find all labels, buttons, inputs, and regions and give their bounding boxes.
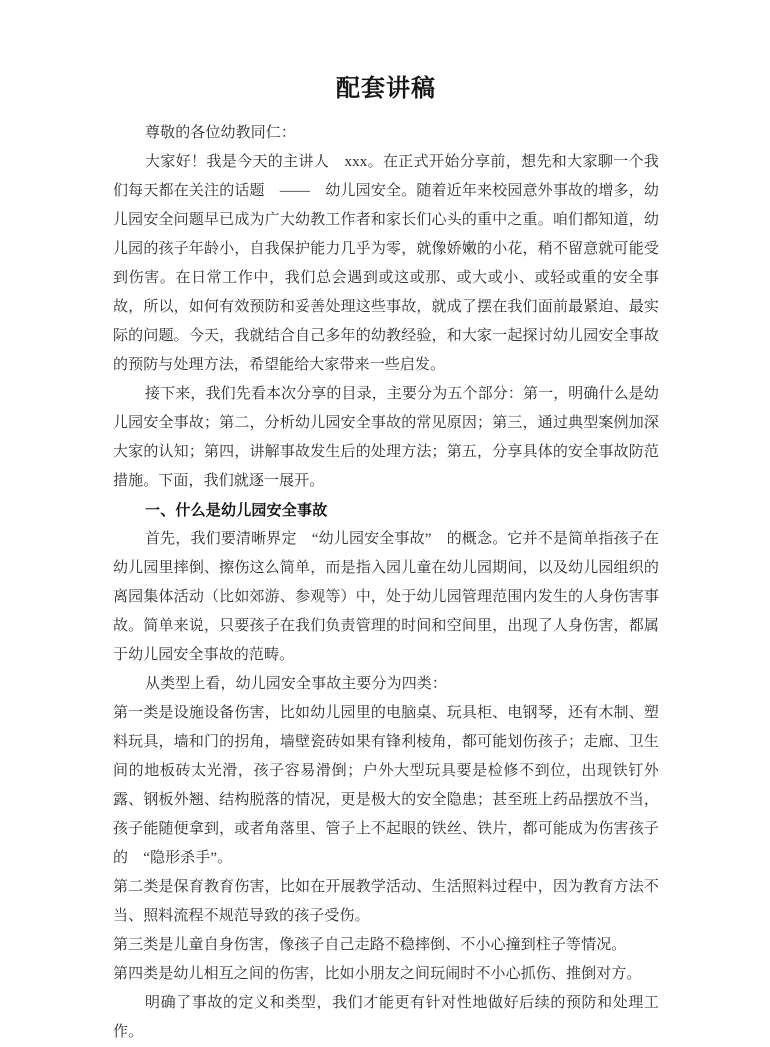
opening-paragraph: 大家好！我是今天的主讲人 xxx。在正式开始分享前，想先和大家聊一个我们每天都在关注的话题 —— 幼儿园安全。随着近年来校园意外事故的增多，幼儿园安全问题早已成为广大幼教工作者和家长们心头的重中之重。咱们都知道，幼儿园的孩子年龄小，自我保护能力几乎为零，就像娇嫩的小花，稍不留意就可能受到伤害。在日常工作中，我们总会遇到或这或那、或大或小、或轻或重的安全事故，所以，如何有效预防和妥善处理这些事故，就成了摆在我们面前最紧迫、最实际的问题。今天，我就结合自己多年的幼教经验，和大家一起探讨幼儿园安全事故的预防与处理方法，希望能给大家带来一些启发。 <box>113 154 659 373</box>
accident-type-1-paragraph: 第一类是设施设备伤害，比如幼儿园里的电脑桌、玩具柜、电钢琴，还有木制、塑料玩具，墙和门的拐角，墙壁瓷砖如果有锋利棱角，都可能划伤孩子；走廊、卫生间的地板砖太光滑，孩子容易滑倒；户外大型玩具要是检修不到位，出现铁钉外露、钢板外翘、结构脱落的情况，更是极大的安全隐患；甚至班上药品摆放不当，孩子能随便拿到，或者角落里、管子上不起眼的铁丝、铁片，都可能成为伤害孩子的 “隐形杀手”。 <box>113 705 659 866</box>
types-intro-paragraph: 从类型上看，幼儿园安全事故主要分为四类： <box>145 676 448 692</box>
closing-paragraph: 明确了事故的定义和类型，我们才能更有针对性地做好后续的预防和处理工作。 <box>113 995 659 1040</box>
definition-paragraph: 首先，我们要清晰界定 “幼儿园安全事故” 的概念。它并不是简单指孩子在幼儿园里摔倒、擦伤这么简单，而是指入园儿童在幼儿园期间，以及幼儿园组织的离园集体活动（比如郊游、参观等）中，处于幼儿园管理范围内发生的人身伤害事故。简单来说，只要孩子在我们负责管理的时间和空间里，出现了人身伤害，都属于幼儿园安全事故的范畴。 <box>113 531 659 663</box>
page-title: 配套讲稿 <box>336 76 436 102</box>
accident-type-4-paragraph: 第四类是幼儿相互之间的伤害，比如小朋友之间玩闹时不小心抓伤、推倒对方。 <box>113 966 642 982</box>
accident-type-3-paragraph: 第三类是儿童自身伤害，像孩子自己走路不稳摔倒、不小心撞到柱子等情况。 <box>113 937 627 953</box>
section-heading-what-is-kindergarten-safety-accident: 一、什么是幼儿园安全事故 <box>145 502 328 519</box>
document-body <box>113 72 659 1047</box>
outline-paragraph: 接下来，我们先看本次分享的目录，主要分为五个部分：第一，明确什么是幼儿园安全事故；第二，分析幼儿园安全事故的常见原因；第三，通过典型案例加深大家的认知；第四，讲解事故发生后的处理方法；第五，分享具体的安全事故防范措施。下面，我们就逐一展开。 <box>113 386 659 489</box>
accident-type-2-paragraph: 第二类是保育教育伤害，比如在开展教学活动、生活照料过程中，因为教育方法不当、照料流程不规范导致的孩子受伤。 <box>113 879 659 924</box>
salutation-paragraph: 尊敬的各位幼教同仁： <box>145 125 297 141</box>
